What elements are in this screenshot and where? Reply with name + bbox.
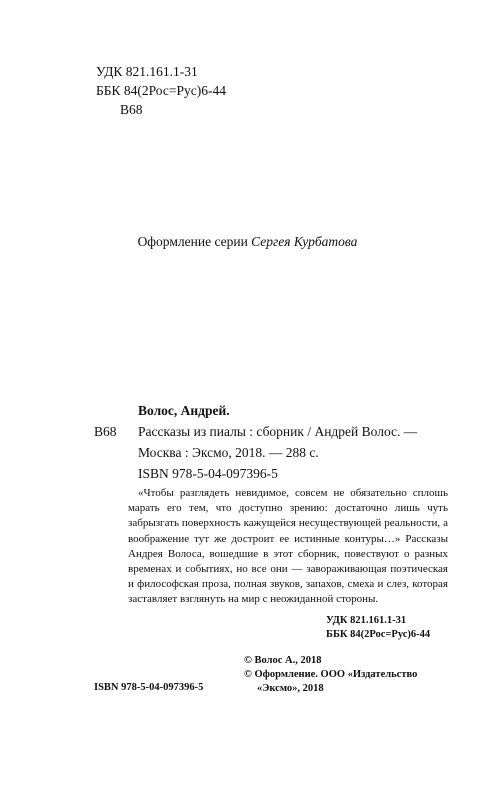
copyright-block: [244, 654, 417, 696]
series-design-credit: [0, 234, 495, 250]
bottom-isbn: ISBN 978-5-04-097396-5: [94, 682, 204, 693]
bbk-code: ББК 84(2Рос=Рус)6-44: [96, 83, 226, 98]
annotation-udk: УДК 821.161.1-31: [326, 615, 407, 626]
series-design-prefix: Оформление серии: [137, 234, 252, 249]
record-isbn: ISBN 978-5-04-097396-5: [138, 466, 278, 481]
title-line: Рассказы из пиалы : сборник / Андрей Волос. —: [138, 424, 418, 439]
author-heading: Волос, Андрей.: [138, 403, 230, 418]
annotation-classification-codes: [326, 614, 430, 642]
title-row: [94, 421, 417, 442]
bibliographic-record: [94, 400, 417, 484]
copyright-design: © Оформление. ООО «Издательство: [244, 669, 418, 680]
annotation-text: «Чтобы разглядеть невидимое, совсем не обязательно сплошь марать его тем, что доступно зрению: достаточно лишь чуть забрызгать поверхность кажущейся несуществующей реальности, а воображение тут же достроит ее истинные контуры…» Рассказы Андрея Волоса, вошедшие в этот сборник, повествуют о разных временах и событиях, но все они — завораживающая поэтическая и философская проза, полная звуков, запахов, смеха и слез, которая заставляет взглянуть на мир с неожиданной стороны.: [128, 487, 448, 606]
copyright-author: © Волос А., 2018: [244, 655, 322, 666]
record-author-mark: В68: [94, 424, 117, 439]
annotation-bbk: ББК 84(2Рос=Рус)6-44: [326, 629, 431, 640]
imprint-line: Москва : Эксмо, 2018. — 288 с.: [138, 445, 319, 460]
top-classification-codes: [96, 62, 226, 119]
series-designer-name: Сергея Курбатова: [251, 234, 358, 249]
author-mark: В68: [120, 102, 143, 117]
copyright-design-cont: «Эксмо», 2018: [257, 683, 324, 694]
udk-code: УДК 821.161.1-31: [96, 64, 198, 79]
